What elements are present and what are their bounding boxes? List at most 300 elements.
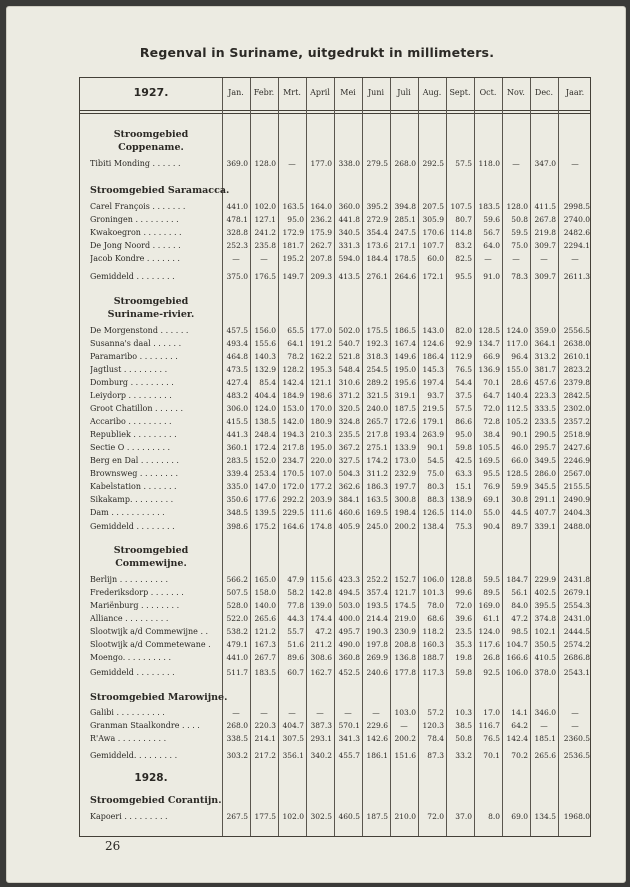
table-row	[80, 377, 592, 389]
rainfall-value: 195.0	[394, 365, 416, 374]
rainfall-value: 90.1	[427, 443, 444, 452]
rainfall-value: 2686.8	[563, 653, 590, 662]
table-row	[80, 364, 592, 376]
rainfall-value: 188.7	[422, 653, 444, 662]
rainfall-value: 265.7	[366, 417, 388, 426]
rainfall-value: 19.8	[455, 653, 472, 662]
table-row	[80, 507, 592, 519]
rainfall-value: 493.4	[226, 339, 248, 348]
rainfall-value: 112.5	[506, 404, 528, 413]
rainfall-value: 220.0	[310, 456, 332, 465]
rainfall-value: 51.6	[287, 640, 304, 649]
rainfall-value: 85.4	[259, 378, 276, 387]
rainfall-value: 190.3	[366, 627, 388, 636]
rainfall-value: 75.3	[455, 522, 472, 531]
rainfall-value: 292.5	[422, 159, 444, 168]
station-name: Paramaribo . . . . . . . .	[90, 352, 178, 361]
rainfall-value: 107.7	[422, 241, 444, 250]
rainfall-value: 200.2	[394, 522, 416, 531]
rainfall-value: 127.1	[254, 215, 276, 224]
table-row	[80, 338, 592, 350]
rainfall-value: 107.5	[450, 202, 472, 211]
rainfall-value: 101.3	[422, 588, 444, 597]
rainfall-value: 93.7	[427, 391, 444, 400]
station-name: Groningen . . . . . . . . .	[90, 215, 179, 224]
rainfall-value: 175.2	[254, 522, 276, 531]
rainfall-value: 63.3	[455, 469, 472, 478]
rainfall-value: 181.7	[282, 241, 304, 250]
rainfall-value: 2610.1	[563, 352, 590, 361]
rainfall-value: 339.1	[534, 522, 556, 531]
rainfall-value: 2294.1	[563, 241, 590, 250]
station-name: Groot Chatillon . . . . . .	[90, 404, 184, 413]
rainfall-value: 183.5	[478, 202, 500, 211]
rainfall-value: 2679.1	[563, 588, 590, 597]
rainfall-value: 319.1	[394, 391, 416, 400]
rainfall-value: 507.5	[226, 588, 248, 597]
station-name: De Morgenstond . . . . . .	[90, 326, 189, 335]
rainfall-value: 170.5	[282, 469, 304, 478]
rainfall-value: 346.0	[534, 708, 556, 717]
rainfall-value: 338.0	[338, 159, 360, 168]
rainfall-value: 170.0	[310, 404, 332, 413]
rainfall-value: 333.5	[534, 404, 556, 413]
rainfall-value: —	[260, 254, 268, 263]
section-title: Stroomgebied	[113, 129, 189, 140]
column-header: Oct.	[479, 88, 497, 97]
column-header: Juni	[367, 88, 385, 97]
station-name: Leiydorp . . . . . . . . .	[90, 391, 172, 400]
rainfall-value: 56.7	[483, 228, 500, 237]
rainfall-value: 169.5	[366, 508, 388, 517]
rainfall-value: 134.5	[534, 812, 556, 821]
rainfall-value: 56.1	[511, 588, 528, 597]
section-title: Stroomgebied Corantijn.	[90, 795, 222, 806]
rainfall-value: 395.5	[534, 601, 556, 610]
rainfall-value: 394.8	[394, 202, 416, 211]
rainfall-value: 173.0	[394, 456, 416, 465]
rainfall-value: 70.1	[483, 378, 500, 387]
table-row	[80, 750, 592, 762]
rainfall-value: 217.1	[394, 241, 416, 250]
rainfall-value: 2543.1	[563, 668, 590, 677]
station-name: Gemiddeld . . . . . . . .	[90, 668, 175, 677]
rainfall-value: 136.9	[478, 365, 500, 374]
rainfall-value: 387.3	[310, 721, 332, 730]
rainfall-value: 86.6	[455, 417, 472, 426]
rainfall-value: 121.1	[310, 378, 332, 387]
rainfall-value: 138.9	[450, 495, 472, 504]
rainfall-value: 37.5	[455, 391, 472, 400]
station-name: Mariënburg . . . . . . . .	[90, 601, 180, 610]
rainfall-value: 124.0	[478, 627, 500, 636]
station-name: Slootwijk a/d Commewijne . .	[90, 627, 209, 636]
section-title: Commewijne.	[115, 558, 187, 569]
station-name: Jacob Kondre . . . . . . .	[90, 254, 180, 263]
station-name: Slootwijk a/d Commetewane .	[90, 640, 211, 649]
rainfall-value: 90.1	[511, 430, 528, 439]
rainfall-value: 95.5	[455, 272, 472, 281]
rainfall-value: 44.5	[511, 508, 528, 517]
rainfall-value: 142.6	[366, 734, 388, 743]
rainfall-value: 360.8	[338, 653, 360, 662]
rainfall-value: 405.9	[338, 522, 360, 531]
rainfall-value: 1968.0	[563, 812, 590, 821]
rainfall-value: 115.6	[310, 575, 332, 584]
rainfall-value: 118.0	[478, 159, 500, 168]
rainfall-value: 229.5	[282, 508, 304, 517]
rainfall-value: 116.7	[478, 721, 500, 730]
rainfall-value: —	[288, 159, 296, 168]
rainfall-value: 38.4	[483, 430, 500, 439]
rainfall-value: 167.4	[394, 339, 416, 348]
rainfall-value: 328.8	[226, 228, 248, 237]
rainfall-value: 264.6	[394, 272, 416, 281]
rainfall-value: 72.0	[483, 404, 500, 413]
header-rule	[80, 110, 590, 111]
rainfall-value: 211.2	[310, 640, 332, 649]
rainfall-value: 134.7	[478, 339, 500, 348]
rainfall-value: 8.0	[488, 812, 500, 821]
rainfall-value: 2431.0	[563, 614, 590, 623]
rainfall-value: 132.9	[254, 365, 276, 374]
rainfall-value: 219.0	[394, 614, 416, 623]
rainfall-value: 69.1	[483, 495, 500, 504]
rainfall-value: 349.5	[534, 456, 556, 465]
rainfall-value: 60.0	[427, 254, 444, 263]
rainfall-value: 452.5	[338, 668, 360, 677]
rainfall-value: 149.7	[282, 272, 304, 281]
rainfall-value: 174.8	[310, 522, 332, 531]
rainfall-value: —	[372, 708, 380, 717]
rainfall-value: 441.0	[226, 653, 248, 662]
rainfall-value: 104.7	[506, 640, 528, 649]
rainfall-value: 38.5	[455, 721, 472, 730]
rainfall-value: 26.8	[483, 653, 500, 662]
rainfall-value: 140.0	[254, 601, 276, 610]
rainfall-value: 88.3	[427, 495, 444, 504]
section-title: Stroomgebied Saramacca.	[90, 185, 230, 196]
rainfall-value: 180.9	[310, 417, 332, 426]
rainfall-value: 92.5	[483, 668, 500, 677]
rainfall-value: 253.4	[254, 469, 276, 478]
rainfall-value: 128.5	[478, 326, 500, 335]
rainfall-value: 375.0	[226, 272, 248, 281]
table-row	[80, 494, 592, 506]
rainfall-value: 143.0	[422, 326, 444, 335]
rainfall-value: 479.1	[226, 640, 248, 649]
rainfall-value: 59.5	[511, 228, 528, 237]
rainfall-value: 191.2	[310, 339, 332, 348]
rainfall-value: 254.5	[366, 365, 388, 374]
rainfall-value: 170.6	[422, 228, 444, 237]
rainfall-value: 102.0	[282, 812, 304, 821]
rainfall-value: 2444.5	[563, 627, 590, 636]
rainfall-value: 193.5	[366, 601, 388, 610]
rainfall-value: 111.6	[310, 508, 332, 517]
station-name: Kapoeri . . . . . . . . .	[90, 812, 168, 821]
table-row	[80, 390, 592, 402]
rainfall-value: 195.3	[310, 365, 332, 374]
rainfall-value: —	[232, 708, 240, 717]
table-row	[80, 325, 592, 337]
rainfall-value: 59.8	[455, 668, 472, 677]
rainfall-value: 2360.5	[563, 734, 590, 743]
rainfall-value: 57.2	[427, 708, 444, 717]
rainfall-value: 427.4	[226, 378, 248, 387]
rainfall-value: 87.3	[427, 751, 444, 760]
rainfall-value: 303.2	[226, 751, 248, 760]
station-name: Frederiksdorp . . . . . . .	[90, 588, 184, 597]
rainfall-value: 83.2	[455, 241, 472, 250]
rainfall-value: 2740.0	[563, 215, 590, 224]
rainfall-value: 47.9	[287, 575, 304, 584]
rainfall-value: 291.1	[534, 495, 556, 504]
rainfall-value: 423.3	[338, 575, 360, 584]
rainfall-value: 223.3	[534, 391, 556, 400]
rainfall-value: 313.2	[534, 352, 556, 361]
station-name: Jagtlust . . . . . . . . .	[90, 365, 168, 374]
station-name: Republiek . . . . . . . . .	[90, 430, 177, 439]
rainfall-value: 82.5	[455, 254, 472, 263]
rainfall-value: 207.8	[310, 254, 332, 263]
rainfall-value: 331.3	[338, 241, 360, 250]
rainfall-value: 203.9	[310, 495, 332, 504]
station-name: R'Awa . . . . . . . . . .	[90, 734, 167, 743]
table-row	[80, 416, 592, 428]
rainfall-value: 186.4	[422, 352, 444, 361]
column-header: Febr.	[253, 88, 275, 97]
rainfall-value: 84.0	[511, 601, 528, 610]
rainfall-value: 2357.2	[563, 417, 590, 426]
rainfall-value: 236.2	[310, 215, 332, 224]
rainfall-value: 292.2	[282, 495, 304, 504]
rainfall-value: 186.1	[366, 751, 388, 760]
rainfall-value: 263.9	[422, 430, 444, 439]
rainfall-value: 400.0	[338, 614, 360, 623]
rainfall-value: 46.0	[511, 443, 528, 452]
rainfall-value: 142.0	[282, 417, 304, 426]
rainfall-value: 473.5	[226, 365, 248, 374]
rainfall-value: 105.2	[506, 417, 528, 426]
station-name: De Jong Noord . . . . . .	[90, 241, 181, 250]
rainfall-value: 174.5	[394, 601, 416, 610]
rainfall-value: 10.3	[455, 708, 472, 717]
rainfall-value: 185.1	[534, 734, 556, 743]
rainfall-value: 30.8	[511, 495, 528, 504]
rainfall-value: 64.1	[287, 339, 304, 348]
table-row	[80, 720, 592, 732]
rainfall-value: 234.7	[282, 456, 304, 465]
rainfall-value: 54.5	[427, 456, 444, 465]
rainfall-value: 149.6	[394, 352, 416, 361]
rainfall-value: 138.4	[422, 522, 444, 531]
year-header-1927: 1927.	[133, 86, 169, 99]
rainfall-value: 47.2	[315, 627, 332, 636]
rainfall-value: 197.7	[394, 482, 416, 491]
rainfall-value: 240.0	[366, 404, 388, 413]
table-row	[80, 652, 592, 664]
table-row	[80, 214, 592, 226]
rainfall-value: 75.0	[511, 241, 528, 250]
rainfall-value: 133.9	[394, 443, 416, 452]
rainfall-value: 169.5	[478, 456, 500, 465]
rainfall-value: 61.1	[483, 614, 500, 623]
rainfall-value: 359.0	[534, 326, 556, 335]
rainfall-value: 354.4	[366, 228, 388, 237]
document-page	[6, 6, 626, 883]
station-name: Galibi . . . . . . . . . .	[90, 708, 165, 717]
rainfall-value: 128.0	[506, 202, 528, 211]
station-name: Brownsweg . . . . . . . .	[90, 469, 179, 478]
rainfall-value: 187.5	[394, 404, 416, 413]
rainfall-value: 415.5	[226, 417, 248, 426]
rainfall-value: 162.2	[310, 352, 332, 361]
station-name: Susanna's daal . . . . . .	[90, 339, 182, 348]
rainfall-value: 37.0	[455, 812, 472, 821]
rainfall-value: 177.2	[310, 482, 332, 491]
rainfall-value: 232.9	[394, 469, 416, 478]
rainfall-value: 147.0	[254, 482, 276, 491]
rainfall-value: 167.3	[254, 640, 276, 649]
rainfall-value: 538.2	[226, 627, 248, 636]
rainfall-value: 76.9	[483, 482, 500, 491]
rainfall-value: 186.5	[394, 326, 416, 335]
rainfall-value: 57.5	[455, 159, 472, 168]
station-name: Kabelstation . . . . . . .	[90, 482, 177, 491]
rainfall-value: 265.6	[534, 751, 556, 760]
rainfall-value: 14.1	[511, 708, 528, 717]
rainfall-value: 193.4	[394, 430, 416, 439]
rainfall-value: 128.8	[450, 575, 472, 584]
rainfall-value: 28.6	[511, 378, 528, 387]
rainfall-value: 240.6	[366, 668, 388, 677]
rainfall-value: 64.2	[511, 721, 528, 730]
rainfall-value: 340.5	[338, 228, 360, 237]
rainfall-value: 89.6	[287, 653, 304, 662]
rainfall-value: 308.6	[310, 653, 332, 662]
table-row	[80, 626, 592, 638]
rainfall-value: 175.5	[366, 326, 388, 335]
rainfall-value: 369.0	[226, 159, 248, 168]
rainfall-value: 60.7	[287, 668, 304, 677]
rainfall-value: 455.7	[338, 751, 360, 760]
rainfall-value: 2482.6	[563, 228, 590, 237]
rainfall-value: 76.5	[483, 734, 500, 743]
header-rule-double	[80, 113, 590, 114]
rainfall-value: —	[512, 254, 520, 263]
rainfall-value: 59.8	[455, 443, 472, 452]
rainfall-value: 252.3	[226, 241, 248, 250]
rainfall-value: 80.7	[455, 215, 472, 224]
rainfall-value: 217.2	[254, 751, 276, 760]
rainfall-value: 151.6	[394, 751, 416, 760]
rainfall-value: 2842.5	[563, 391, 590, 400]
column-header: Aug.	[422, 88, 442, 97]
rainfall-value: 483.2	[226, 391, 248, 400]
rainfall-value: 72.8	[483, 417, 500, 426]
rainfall-value: 275.1	[366, 443, 388, 452]
rainfall-value: 72.0	[455, 601, 472, 610]
rainfall-value: 76.5	[455, 365, 472, 374]
rainfall-value: 413.5	[338, 272, 360, 281]
rainfall-value: 163.5	[282, 202, 304, 211]
table-row	[80, 521, 592, 533]
rainfall-value: 172.4	[254, 443, 276, 452]
rainfall-value: 128.2	[282, 365, 304, 374]
rainfall-value: 357.4	[366, 588, 388, 597]
rainfall-value: 89.7	[511, 522, 528, 531]
station-name: Alliance . . . . . . . . .	[90, 614, 169, 623]
rainfall-value: 2638.0	[563, 339, 590, 348]
rainfall-value: 371.2	[338, 391, 360, 400]
rainfall-value: 2518.9	[563, 430, 590, 439]
rainfall-value: —	[571, 254, 579, 263]
rainfall-value: —	[400, 721, 408, 730]
rainfall-value: 367.2	[338, 443, 360, 452]
rainfall-value: 374.8	[534, 614, 556, 623]
rainfall-value: 184.9	[282, 391, 304, 400]
rainfall-value: 124.0	[254, 404, 276, 413]
rainfall-value: 289.2	[366, 378, 388, 387]
rainfall-value: 548.4	[338, 365, 360, 374]
rainfall-value: 89.5	[483, 588, 500, 597]
rainfall-value: 362.6	[338, 482, 360, 491]
rainfall-value: 407.7	[534, 508, 556, 517]
rainfall-value: 441.8	[338, 215, 360, 224]
rainfall-value: 320.5	[338, 404, 360, 413]
rainfall-value: 207.5	[422, 202, 444, 211]
rainfall-value: 404.4	[254, 391, 276, 400]
table-row	[80, 240, 592, 252]
rainfall-value: 566.2	[226, 575, 248, 584]
rainfall-value: 117.0	[506, 339, 528, 348]
table-row	[80, 667, 592, 679]
rainfall-value: 105.5	[478, 443, 500, 452]
rainfall-value: 195.0	[310, 443, 332, 452]
rainfall-value: 195.6	[394, 378, 416, 387]
rainfall-value: 158.0	[254, 588, 276, 597]
rainfall-value: 117.3	[422, 668, 444, 677]
rainfall-value: 345.5	[534, 482, 556, 491]
rainfall-value: 140.3	[254, 352, 276, 361]
rainfall-value: 75.0	[427, 469, 444, 478]
rainfall-value: 217.8	[282, 443, 304, 452]
rainfall-value: 402.5	[534, 588, 556, 597]
rainfall-value: 59.5	[483, 575, 500, 584]
rainfall-value: 384.1	[338, 495, 360, 504]
table-row	[80, 481, 592, 493]
rainfall-value: 55.7	[287, 627, 304, 636]
rainfall-value: 279.5	[366, 159, 388, 168]
rainfall-value: 142.4	[282, 378, 304, 387]
table-row	[80, 201, 592, 213]
column-header: Dec.	[534, 88, 554, 97]
rainfall-value: 90.4	[483, 522, 500, 531]
station-name: Gemiddeld. . . . . . . . .	[90, 751, 178, 760]
rainfall-value: 302.5	[310, 812, 332, 821]
rainfall-value: 99.6	[455, 588, 472, 597]
rainfall-value: 327.5	[338, 456, 360, 465]
rainfall-value: 502.0	[338, 326, 360, 335]
table-row	[80, 253, 592, 265]
section-title: Stroomgebied	[113, 296, 189, 307]
rainfall-value: 44.3	[287, 614, 304, 623]
rainfall-value: 338.5	[226, 734, 248, 743]
rainfall-value: 172.6	[394, 417, 416, 426]
table-row	[80, 587, 592, 599]
rainfall-value: 164.6	[282, 522, 304, 531]
